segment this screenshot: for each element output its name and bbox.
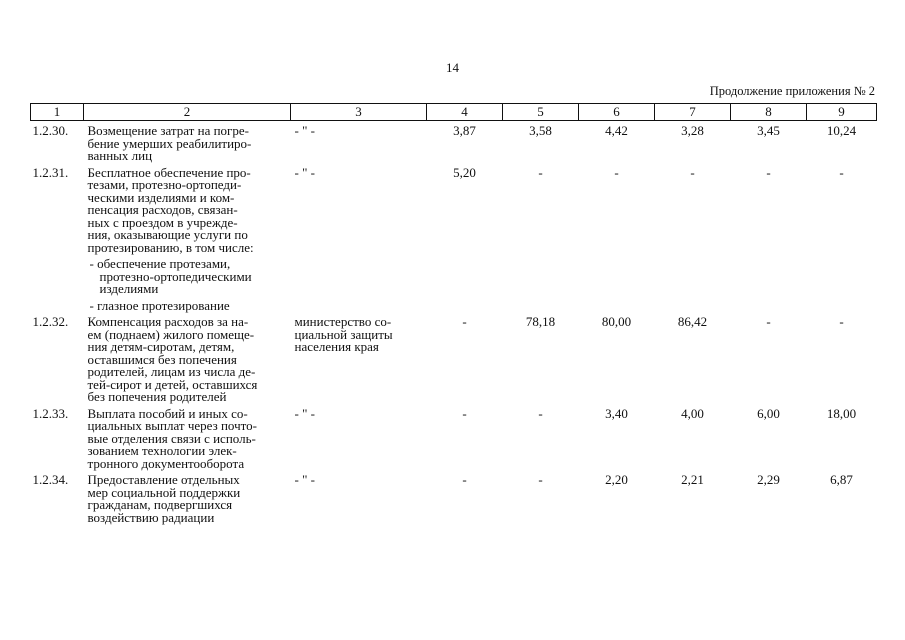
cell-name	[84, 254, 291, 296]
cell-c8: 3,45	[757, 123, 780, 138]
cell-c9: 6,87	[830, 472, 853, 487]
cell-c4: -	[462, 405, 467, 421]
cell-c7: -	[690, 164, 695, 180]
cell-c8: -	[766, 314, 771, 329]
cell-c5	[503, 254, 579, 296]
page-number: 14	[446, 60, 459, 75]
table-row	[31, 470, 877, 524]
table-row	[31, 404, 877, 471]
cell-c6: 4,42	[605, 123, 628, 138]
cell-c4: -	[462, 314, 467, 329]
cell-name: Бесплатное обеспечение про- тезами, протезно-ортопеди- ческими изделиями и ком- пенсация расходов, связан- ных с проездом в учрежде- ния, оказывающие услуги по протезированию, в том числе:	[87, 164, 254, 255]
cell-c7	[655, 296, 731, 313]
appendix-table	[30, 103, 877, 524]
cell-c8: 2,29	[757, 472, 780, 487]
cell-code: 1.2.31.	[32, 164, 69, 180]
cell-c5: -	[538, 472, 543, 487]
cell-c7: 86,42	[677, 314, 708, 329]
header-cell: 5	[503, 104, 579, 121]
cell-code	[31, 296, 84, 313]
cell-name: Возмещение затрат на погре- бение умерших реабилитиро- ванных лиц	[87, 123, 252, 163]
cell-name: - глазное протезирование	[89, 297, 230, 313]
cell-exec	[291, 296, 427, 313]
header-cell: 1	[31, 104, 84, 121]
cell-c6	[579, 254, 655, 296]
cell-exec: - " -	[294, 472, 315, 487]
table-row	[31, 163, 877, 255]
cell-c7: 2,21	[681, 472, 704, 487]
cell-c9: 18,00	[826, 405, 857, 421]
cell-c4	[427, 254, 503, 296]
cell-name: Компенсация расходов за на- ем (поднаем) жилого помеще- ния детям-сиротам, детям, оставшимся без попечения родителей, лицам из числа де- тей-сирот и детей, оставшихся без попечения родителей	[87, 314, 258, 404]
table-row	[31, 254, 877, 296]
header-cell: 6	[579, 104, 655, 121]
table-row	[31, 296, 877, 313]
header-cell: 2	[84, 104, 291, 121]
cell-exec: министерство со- циальной защиты населения края	[294, 314, 393, 354]
cell-c6: 80,00	[601, 314, 632, 329]
cell-c4: 3,87	[453, 123, 476, 138]
cell-code: 1.2.33.	[32, 405, 69, 421]
cell-c7: 3,28	[681, 123, 704, 138]
cell-c9	[807, 254, 877, 296]
cell-c9: -	[839, 164, 844, 180]
cell-c6: -	[614, 164, 619, 180]
cell-c4: -	[462, 472, 467, 487]
cell-c8: -	[766, 164, 771, 180]
cell-c5	[503, 296, 579, 313]
header-cell: 4	[427, 104, 503, 121]
header-cell: 8	[731, 104, 807, 121]
cell-c7: 4,00	[681, 405, 704, 421]
cell-c8	[731, 254, 807, 296]
sub-item-text: - обеспечение протезами, протезно-ортопедическими изделиями	[89, 256, 252, 296]
cell-c6	[579, 296, 655, 313]
header-cell: 7	[655, 104, 731, 121]
cell-c8	[731, 296, 807, 313]
continuation-label: Продолжение приложения № 2	[709, 84, 875, 98]
cell-exec: - " -	[294, 405, 315, 421]
cell-c9	[807, 296, 877, 313]
cell-c5: 78,18	[525, 314, 556, 329]
table-row	[31, 121, 877, 163]
cell-c5: -	[538, 164, 543, 180]
cell-c5: 3,58	[529, 123, 552, 138]
header-row	[31, 104, 877, 121]
table-row	[31, 312, 877, 404]
cell-c7	[655, 254, 731, 296]
header-cell: 3	[291, 104, 427, 121]
cell-exec: - " -	[294, 123, 315, 138]
cell-code: 1.2.30.	[32, 123, 69, 138]
cell-name: Предоставление отдельных мер социальной поддержки гражданам, подвергшихся воздействию радиации	[87, 472, 241, 525]
header-cell: 9	[807, 104, 877, 121]
cell-c4: 5,20	[453, 164, 476, 180]
cell-code: 1.2.32.	[32, 314, 69, 329]
cell-c6: 2,20	[605, 472, 628, 487]
cell-c8: 6,00	[757, 405, 780, 421]
cell-code	[31, 254, 84, 296]
cell-exec	[291, 254, 427, 296]
cell-c9: 10,24	[826, 123, 857, 138]
cell-code: 1.2.34.	[32, 472, 69, 487]
cell-exec: - " -	[294, 164, 315, 180]
cell-c5: -	[538, 405, 543, 421]
cell-name: Выплата пособий и иных со- циальных выплат через почто- вые отделения связи с исполь- зованием технологии элек- тронного документооборота	[87, 405, 257, 471]
cell-c6: 3,40	[605, 405, 628, 421]
cell-c9: -	[839, 314, 844, 329]
cell-c4	[427, 296, 503, 313]
